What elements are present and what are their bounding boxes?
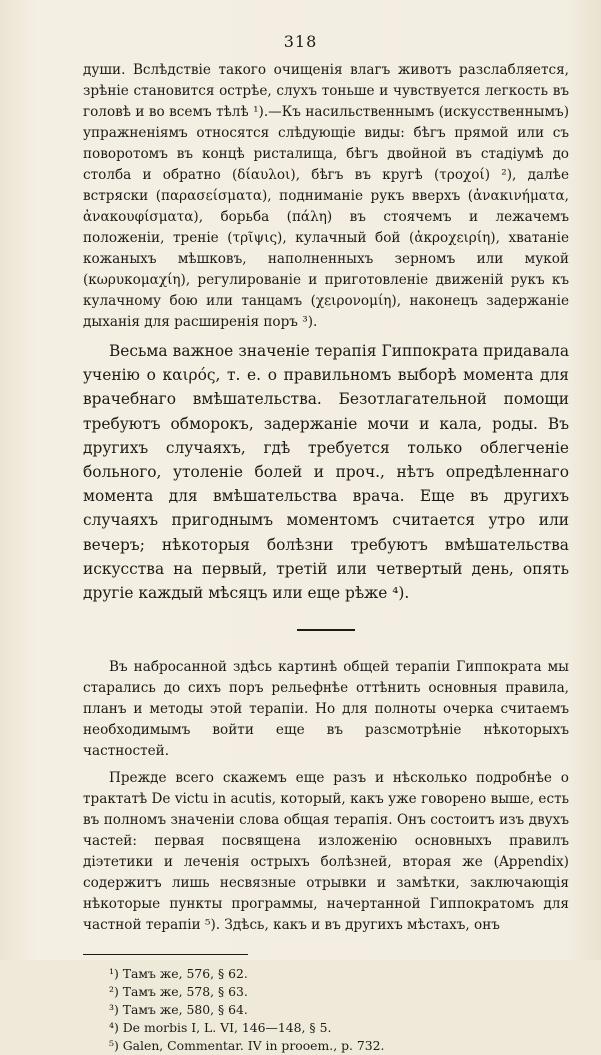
body-text	[83, 60, 569, 1055]
paragraph-kairos: Весьма важное значеніе терапія Гиппократа придавала ученію о καιρός, т. е. о правильномъ выборѣ момента для врачебнаго вмѣшательства. Безотлагательной помощи требуютъ обморокъ, задержаніе мочи и кала, роды. Въ другихъ случаяхъ, гдѣ требуется только облегченіе больного, утоленіе болей и проч., нѣтъ опредѣленнаго момента для вмѣшательства врача. Еще въ другихъ случаяхъ пригоднымъ моментомъ считается утро или вечеръ; нѣкоторыя болѣзни требуютъ вмѣшательства искусства на первый, третій или четвертый день, опять другіе каждый мѣсяцъ или еще рѣже ⁴).	[83, 342, 569, 603]
paragraph-general-therapy: Въ набросанной здѣсь картинѣ общей терапіи Гиппократа мы старались до сихъ поръ рельефнѣе оттѣнить основныя правила, планъ и методы этой терапіи. Но для полноты очерка считаемъ необходимымъ войти еще въ разсмотрѣніе нѣкоторыхъ частностей.	[83, 659, 569, 760]
footnote-4: ⁴) De morbis I, L. VI, 146—148, § 5.	[109, 1020, 332, 1036]
footnote-1: ¹) Тамъ же, 576, § 62.	[109, 966, 248, 982]
footnote-2: ²) Тамъ же, 578, § 63.	[109, 984, 248, 1000]
section-divider	[297, 629, 355, 631]
paragraph-exercises: души. Вслѣдствіе такого очищенія влагъ животъ разслабляется, зрѣніе становится острѣе, слухъ тоньше и чувствуется легкость въ головѣ и во всемъ тѣлѣ ¹).—Къ насильственнымъ (искусственнымъ) упражненіямъ относятся слѣдующіе виды: бѣгъ прямой или съ поворотомъ въ концѣ ристалища, бѣгъ двойной въ стадіумѣ до столба и обратно (δίαυλοι), бѣгъ въ кругѣ (τροχοί) ²), далѣе встряски (παρασείσματα), подниманіе рукъ вверхъ (ἀνακινήματα, ἀνακουφίσματα), борьба (πάλη) въ стоячемъ и лежачемъ положеніи, треніе (τρῖψις), кулачный бой (ἀκροχειρίη), хватаніе кожаныхъ мѣшковъ, наполненныхъ зерномъ или мукой (κωρυκομαχίη), регулированіе и приготовленіе движеній рукъ къ кулачному бою или танцамъ (χειρονομίη), наконецъ задержаніе дыханія для расширенія поръ ³).	[83, 62, 569, 330]
paragraph-de-victu: Прежде всего скажемъ еще разъ и нѣсколько подробнѣе о трактатѣ De victu in acutis, который, какъ уже говорено выше, есть въ полномъ значеніи слова общая терапія. Онъ состоитъ изъ двухъ частей: первая посвящена изложенію основныхъ правилъ діэтетики и леченія острыхъ болѣзней, вторая же (Appendix) содержитъ лишь несвязные отрывки и замѣтки, заключающія нѣкоторые пункты программы, начертанной Гиппократомъ для частной терапіи ⁵). Здѣсь, какъ и въ другихъ мѣстахъ, онъ	[83, 770, 569, 934]
footnote-5: ⁵) Galen, Commentar. IV in prooem., p. 732.	[109, 1038, 385, 1054]
footnotes	[109, 965, 569, 1055]
footnote-3: ³) Тамъ же, 580, § 64.	[109, 1002, 248, 1018]
page-number: 318	[283, 32, 318, 51]
footnote-rule	[83, 954, 248, 955]
